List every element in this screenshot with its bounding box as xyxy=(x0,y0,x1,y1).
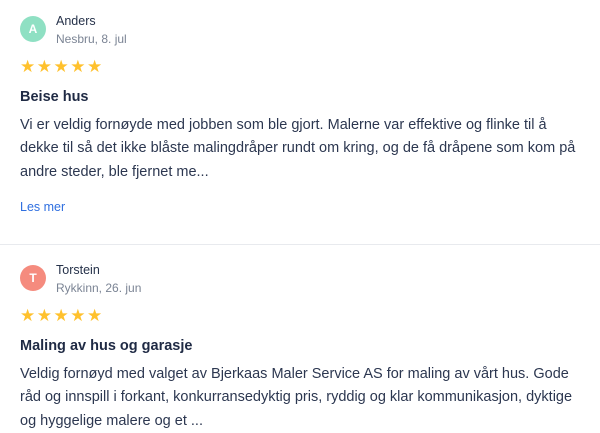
review-body-text: Vi er veldig fornøyde med jobben som ble gjort. Malerne var effektive og flinke til å dekke til så det ikke blåste malingdråper rundt om kring, og de få dråpene som kom på andre steder, ble fjernet me... xyxy=(20,116,576,180)
avatar: T xyxy=(20,265,46,291)
review-header xyxy=(20,14,580,47)
review-author-name: Anders xyxy=(56,14,96,28)
review-title: Beise hus xyxy=(20,88,89,105)
review-place-date: Rykkinn, 26. jun xyxy=(56,280,142,295)
star-rating-icon: ★★★★★ xyxy=(20,56,104,76)
review-body-text: Veldig fornøyd med valget av Bjerkaas Maler Service AS for maling av vårt hus. Gode råd og innspill i forkant, konkurransedyktig pris, ryddig og klar kommunikasjon, dyktige og hyggelige malere og et ... xyxy=(20,365,573,429)
review-place-date: Nesbru, 8. jul xyxy=(56,31,127,46)
review-title: Maling av hus og garasje xyxy=(20,337,193,354)
review-item xyxy=(0,244,600,433)
review-header xyxy=(20,263,580,296)
avatar: A xyxy=(20,16,46,42)
review-author-meta xyxy=(56,263,141,296)
star-rating-icon: ★★★★★ xyxy=(20,305,104,325)
review-author-meta xyxy=(56,14,127,47)
review-author-name: Torstein xyxy=(56,263,100,278)
read-more-link[interactable]: Les mer xyxy=(20,200,66,215)
